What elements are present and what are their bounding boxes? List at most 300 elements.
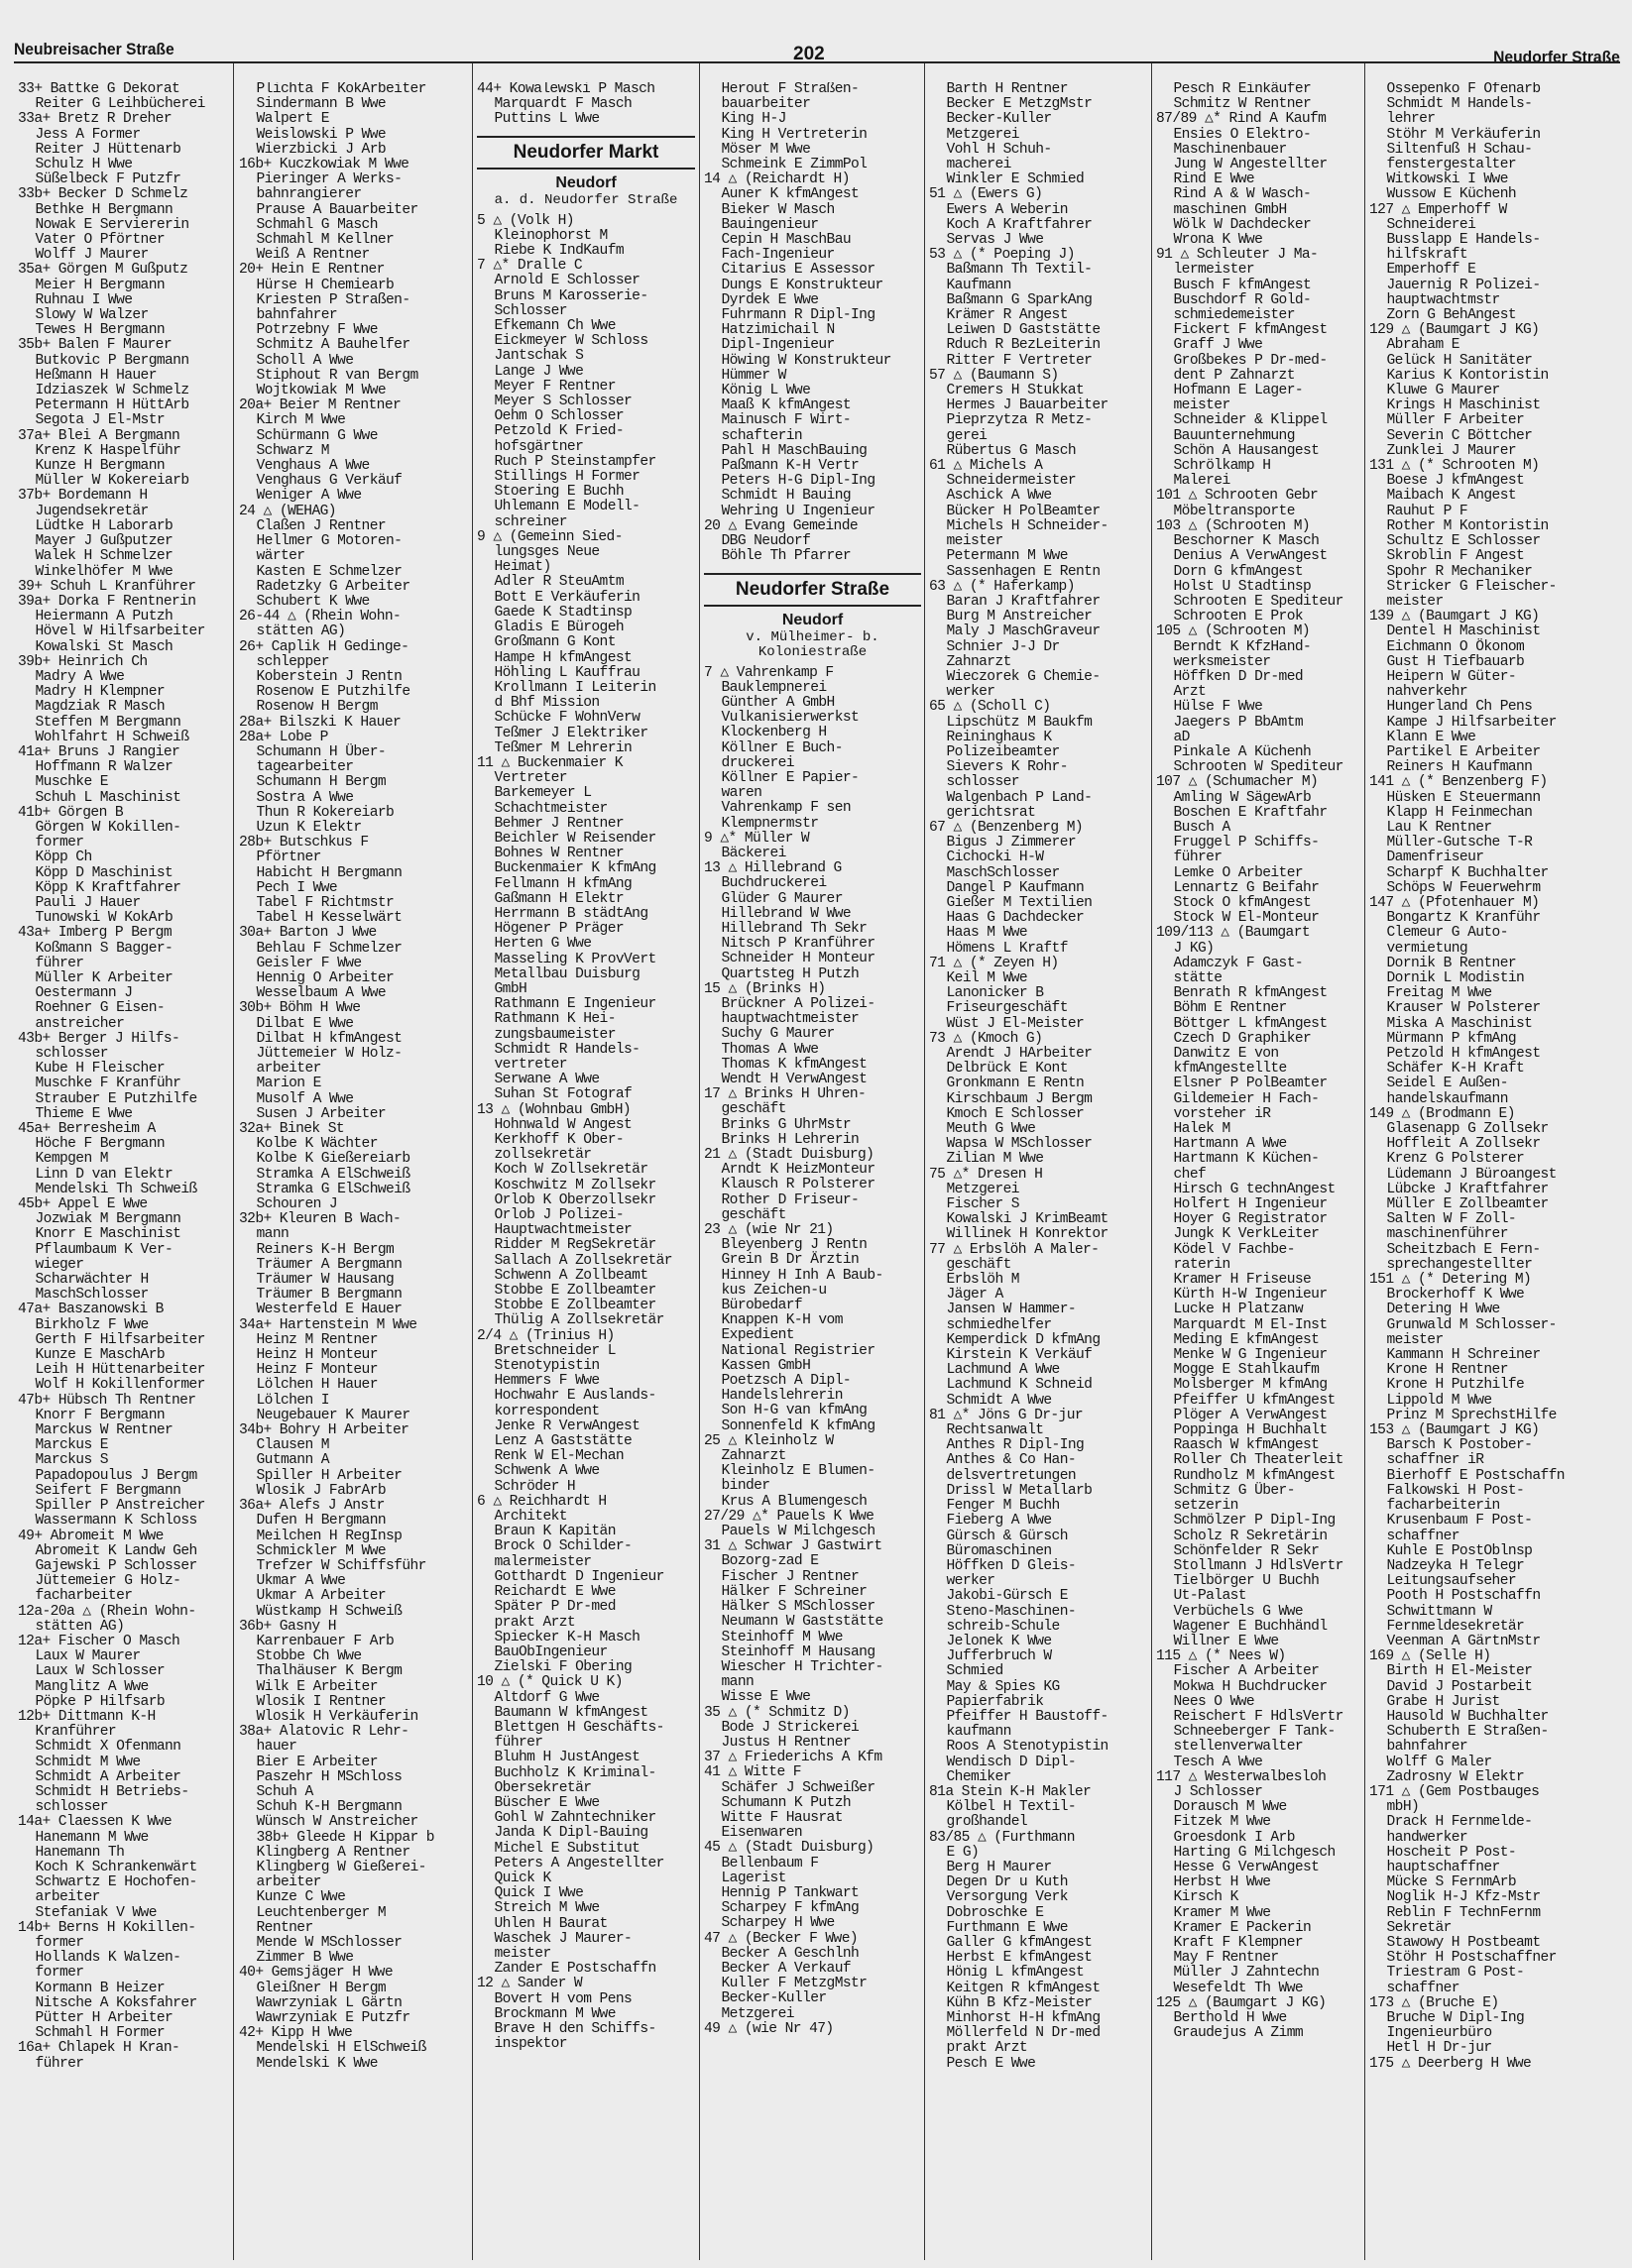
directory-entry: Falkowski H Post- <box>1386 1482 1525 1499</box>
house-number-entry: 13 △ Hillebrand G <box>704 860 842 877</box>
directory-entry: Brinks H Lehrerin <box>721 1131 860 1148</box>
directory-entry: Peters A Angestellter <box>494 1855 664 1871</box>
directory-entry: Manglitz A Wwe <box>35 1678 149 1695</box>
directory-entry: Klausch R Polsterer <box>721 1177 875 1193</box>
house-number-entry: 16b+ Kuczkowiak M Wwe <box>239 157 409 173</box>
directory-entry: Witkowski I Wwe <box>1386 171 1508 188</box>
directory-entry: Stock W El-Monteur <box>1173 910 1320 927</box>
directory-entry: zollsekretär <box>494 1147 592 1164</box>
directory-entry: Leuchtenberger M <box>256 1904 387 1921</box>
directory-entry: Westerfeld E Hauer <box>256 1302 403 1318</box>
directory-entry: Lucke H Platzanw <box>1173 1302 1304 1318</box>
directory-entry: Hoffmann R Walzer <box>35 759 174 776</box>
house-number-entry: 28b+ Butschkus F <box>239 835 369 851</box>
directory-entry: Schmidt M Wwe <box>35 1754 141 1770</box>
house-number-entry: 131 △ (* Schrooten M) <box>1369 458 1540 475</box>
directory-entry: J Schlosser <box>1173 1783 1263 1800</box>
directory-entry: Träumer B Bergmann <box>256 1287 403 1304</box>
directory-entry: Herout F Straßen- <box>721 82 860 97</box>
directory-entry: Busch A <box>1173 819 1230 836</box>
directory-entry: Hofmann E Lager- <box>1173 383 1304 399</box>
directory-entry: Wüst J El-Meister <box>946 1015 1085 1032</box>
directory-entry: Gießer M Textilien <box>946 894 1093 911</box>
directory-entry: Eickmeyer W Schloss <box>494 333 648 350</box>
directory-entry: former <box>35 1934 84 1951</box>
house-number-entry: 33+ Battke G Dekorat <box>18 82 180 97</box>
directory-entry: Gaede K Stadtinsp <box>494 604 633 621</box>
directory-entry: Pflaumbaum K Ver- <box>35 1241 174 1258</box>
directory-entry: Lübcke J Kraftfahrer <box>1386 1181 1549 1197</box>
house-number-entry: 141 △ (* Benzenberg F) <box>1369 774 1548 791</box>
directory-entry: Wawrzyniak L Gärtn <box>256 1994 403 2011</box>
directory-entry: kaufmann <box>946 1724 1011 1741</box>
directory-entry: Schrooten W Spediteur <box>1173 759 1343 776</box>
directory-entry: vertreter <box>494 1056 567 1073</box>
directory-entry: Handelslehrerin <box>721 1388 843 1405</box>
directory-entry: Nitsche A Koksfahrer <box>35 1994 197 2011</box>
directory-entry: Möbeltransporte <box>1173 503 1295 519</box>
directory-entry: Gildemeier H Fach- <box>1173 1090 1320 1107</box>
directory-entry: Höffken D Dr-med <box>1173 668 1304 685</box>
directory-entry: Lipschütz M Baukfm <box>946 714 1093 731</box>
directory-entry: Buchdruckerei <box>721 875 827 892</box>
directory-column-3 <box>477 82 695 2263</box>
house-number-entry: 14 △ (Reichardt H) <box>704 171 850 188</box>
directory-entry: Schmied <box>946 1663 1003 1680</box>
directory-entry: Böhm E Rentner <box>1173 1000 1287 1017</box>
directory-entry: Ensies O Elektro- <box>1173 126 1312 143</box>
directory-entry: Tabel F Richtmstr <box>256 894 395 911</box>
directory-entry: Später P Dr-med <box>494 1599 616 1616</box>
directory-entry: Marquardt F Masch <box>494 96 633 113</box>
house-number-entry: 23 △ (wie Nr 21) <box>704 1222 834 1239</box>
directory-entry: Bluhm H JustAngest <box>494 1750 641 1766</box>
directory-entry: Böhle Th Pfarrer <box>721 548 852 565</box>
directory-entry: Möser M Wwe <box>721 141 811 158</box>
directory-entry: Heimat) <box>494 559 551 576</box>
directory-entry: Hoffleit A Zollsekr <box>1386 1136 1541 1153</box>
directory-entry: Dufen H Bergmann <box>256 1513 387 1530</box>
directory-entry: Schwarz M <box>256 442 329 459</box>
directory-entry: Becker-Kuller <box>946 111 1052 128</box>
directory-entry: Citarius E Assessor <box>721 262 875 279</box>
directory-entry: Stenotypistin <box>494 1358 600 1375</box>
directory-entry: Meyer S Schlosser <box>494 394 633 410</box>
house-number-entry: 2/4 △ (Trinius H) <box>477 1327 615 1344</box>
directory-entry: Stiphout R van Bergm <box>256 367 418 384</box>
directory-entry: Claßen J Rentner <box>256 517 387 534</box>
directory-entry: Kassen GmbH <box>721 1357 811 1374</box>
directory-entry: Detering H Wwe <box>1386 1302 1500 1318</box>
directory-entry: nahverkehr <box>1386 684 1468 701</box>
directory-entry: gerichtsrat <box>946 804 1036 821</box>
directory-entry: Chemiker <box>946 1768 1011 1785</box>
directory-entry: Emperhoff E <box>1386 262 1476 279</box>
house-number-entry: 101 △ Schrooten Gebr <box>1156 488 1319 505</box>
directory-entry: Dilbat H kfmAngest <box>256 1030 403 1047</box>
directory-entry: stätten AG) <box>35 1618 125 1635</box>
directory-entry: Grabe H Jurist <box>1386 1693 1500 1710</box>
directory-entry: Mokwa H Buchdrucker <box>1173 1678 1328 1695</box>
directory-entry: Schnier J-J Dr <box>946 638 1060 655</box>
house-number-entry: 91 △ Schleuter J Ma- <box>1156 247 1319 264</box>
directory-entry: Zielski F Obering <box>494 1659 633 1676</box>
directory-entry: Sekretär <box>1386 1919 1452 1936</box>
directory-entry: Jufferbruch W <box>946 1648 1052 1665</box>
directory-entry: Brave H den Schiffs- <box>494 2020 656 2037</box>
directory-entry: Herbst H Wwe <box>1173 1874 1271 1891</box>
house-number-entry: 53 △ (* Poeping J) <box>929 247 1075 264</box>
directory-entry: Herbst E kfmAngest <box>946 1950 1093 1967</box>
directory-entry: Hampe H kfmAngest <box>494 649 633 666</box>
directory-entry: stätten AG) <box>256 624 346 640</box>
directory-entry: König L Wwe <box>721 383 811 399</box>
directory-entry: Jakobi-Gürsch E <box>946 1588 1068 1605</box>
directory-entry: Behmer J Rentner <box>494 815 625 832</box>
directory-entry: Hellmer G Motoren- <box>256 533 403 550</box>
directory-entry: malermeister <box>494 1553 592 1570</box>
house-number-entry: 44+ Kowalewski P Masch <box>477 82 655 97</box>
directory-entry: Walgenbach P Land- <box>946 789 1093 806</box>
directory-entry: former <box>35 835 84 851</box>
house-number-entry: 39a+ Dorka F Rentnerin <box>18 593 196 610</box>
directory-entry: Wölk W Dachdecker <box>1173 216 1312 233</box>
directory-entry: lehrer <box>1386 111 1436 128</box>
directory-entry: Furthmann E Wwe <box>946 1919 1068 1936</box>
directory-entry: Spiecker K-H Masch <box>494 1629 641 1645</box>
directory-entry: Lau K Rentner <box>1386 819 1492 836</box>
directory-entry: Riebe K IndKaufm <box>494 243 625 260</box>
directory-entry: Hanemann M Wwe <box>35 1829 149 1846</box>
directory-entry: Karius K Kontoristin <box>1386 367 1549 384</box>
section-district: Neudorf <box>555 173 617 191</box>
directory-entry: Reischert F HdlsVertr <box>1173 1708 1343 1725</box>
directory-entry: Lenz A Gaststätte <box>494 1433 633 1450</box>
directory-entry: Kühn B Kfz-Meister <box>946 1994 1093 2011</box>
directory-entry: Stöhr H Postschaffner <box>1386 1950 1557 1967</box>
directory-entry: Krus A Blumengesch <box>721 1493 868 1510</box>
page-header <box>14 18 1620 66</box>
directory-entry: Kirsch K <box>1173 1889 1238 1906</box>
directory-entry: Eisenwaren <box>721 1825 803 1842</box>
header-street-right: Neudorfer Straße <box>1493 48 1620 66</box>
directory-entry: Sievers K Rohr- <box>946 759 1068 776</box>
directory-entry: Beichler W Reisender <box>494 830 656 847</box>
directory-entry: meister <box>1386 1331 1444 1348</box>
directory-entry: Grunwald M Schlosser- <box>1386 1316 1557 1333</box>
directory-entry: Bohnes W Rentner <box>494 846 625 862</box>
directory-entry: Seidel E Außen- <box>1386 1076 1508 1092</box>
column-divider <box>1364 63 1365 2260</box>
directory-entry: hauer <box>256 1739 297 1756</box>
directory-entry: Bleyenberg J Rentn <box>721 1237 868 1254</box>
house-number-entry: 30b+ Böhm H Wwe <box>239 1000 361 1017</box>
directory-entry: Rosenow E Putzhilfe <box>256 684 410 701</box>
directory-entry: Schmahl M Kellner <box>256 232 395 249</box>
house-number-entry: 39b+ Heinrich Ch <box>18 653 148 670</box>
directory-entry: Skroblin F Angest <box>1386 548 1525 565</box>
directory-entry: Zahnarzt <box>946 653 1011 670</box>
directory-entry: Fenger M Buchh <box>946 1498 1060 1515</box>
directory-entry: Kürth H-W Ingenieur <box>1173 1287 1328 1304</box>
directory-entry: Adler R SteuAmtm <box>494 574 625 591</box>
house-number-entry: 139 △ (Baumgart J KG) <box>1369 609 1540 625</box>
directory-entry: Schmickler M Wwe <box>256 1542 387 1559</box>
directory-entry: Paszehr H MSchloss <box>256 1768 403 1785</box>
directory-entry: Reiners H Kaufmann <box>1386 759 1533 776</box>
directory-entry: Schmahl G Masch <box>256 216 378 233</box>
directory-entry: Kunze H Bergmann <box>35 458 166 475</box>
house-number-entry: 47b+ Hübsch Th Rentner <box>18 1392 196 1409</box>
directory-entry: Tesch A Wwe <box>1173 1754 1263 1770</box>
directory-entry: Karrenbauer F Arb <box>256 1633 395 1649</box>
house-number-entry: 81a Stein K-H Makler <box>929 1783 1092 1800</box>
directory-entry: Krollmann I Leiterin <box>494 679 656 696</box>
directory-entry: vorsteher iR <box>1173 1105 1271 1122</box>
directory-entry: Janda K Dipl-Bauing <box>494 1825 648 1842</box>
directory-entry: Pütter H Arbeiter <box>35 2010 174 2026</box>
directory-entry: meister <box>494 1945 551 1962</box>
house-number-entry: 36a+ Alefs J Anstr <box>239 1498 385 1515</box>
directory-entry: Architekt <box>494 1509 567 1526</box>
directory-entry: Mogge E Stahlkaufm <box>1173 1362 1320 1379</box>
house-number-entry: 33a+ Bretz R Dreher <box>18 111 172 128</box>
directory-entry: maschinenführer <box>1386 1226 1508 1243</box>
directory-entry: schlosser <box>35 1046 108 1062</box>
directory-entry: Zimmer B Wwe <box>256 1950 354 1967</box>
directory-entry: Schachtmeister <box>494 800 608 817</box>
directory-entry: Kempgen M <box>35 1151 108 1168</box>
directory-entry: Wüstkamp H Schweiß <box>256 1603 403 1620</box>
directory-entry: Ridder M RegSekretär <box>494 1237 656 1254</box>
directory-entry: Zorn G BehAngest <box>1386 307 1517 324</box>
house-number-entry: 63 △ (* Haferkamp) <box>929 578 1075 595</box>
directory-entry: schaffner iR <box>1386 1452 1484 1469</box>
directory-entry: Servas J Wwe <box>946 232 1044 249</box>
directory-entry: Reblin F TechnFernm <box>1386 1904 1541 1921</box>
house-number-entry: 12 △ Sander W <box>477 1976 583 1992</box>
directory-entry: Stollmann J HdlsVertr <box>1173 1557 1343 1574</box>
directory-entry: d Bhf Mission <box>494 695 600 712</box>
directory-entry: Roehner G Eisen- <box>35 1000 166 1017</box>
directory-entry: May & Spies KG <box>946 1678 1060 1695</box>
house-number-entry: 12b+ Dittmann K-H <box>18 1708 156 1725</box>
directory-entry: Rother M Kontoristin <box>1386 517 1549 534</box>
directory-entry: lermeister <box>1173 262 1255 279</box>
directory-entry: Heinz F Monteur <box>256 1362 378 1379</box>
directory-entry: Glasenapp G Zollsekr <box>1386 1121 1549 1138</box>
house-number-entry: 47a+ Baszanowski B <box>18 1302 164 1318</box>
directory-entry: Stramka A ElSchweiß <box>256 1166 410 1183</box>
directory-entry: Sassenhagen E Rentn <box>946 563 1101 580</box>
directory-entry: Lippold M Wwe <box>1386 1392 1492 1409</box>
directory-entry: Susen J Arbeiter <box>256 1105 387 1122</box>
directory-entry: Hochwahr E Auslands- <box>494 1388 656 1405</box>
directory-entry: Pinkale A Küchenh <box>1173 743 1312 760</box>
house-number-entry: 26-44 △ (Rhein Wohn- <box>239 609 402 625</box>
directory-entry: Hermes J Bauarbeiter <box>946 397 1108 414</box>
directory-entry: Versorgung Verk <box>946 1889 1068 1906</box>
house-number-entry: 129 △ (Baumgart J KG) <box>1369 322 1540 339</box>
directory-entry: Ossepenko F Ofenarb <box>1386 82 1541 97</box>
directory-entry: Buschdorf R Gold- <box>1173 291 1312 308</box>
directory-entry: Meding E kfmAngest <box>1173 1331 1320 1348</box>
directory-entry: Zander E Postschaffn <box>494 1961 656 1978</box>
house-number-entry: 37a+ Blei A Bergmann <box>18 427 180 444</box>
directory-entry: Clausen M <box>256 1437 329 1454</box>
directory-entry: E G) <box>946 1844 980 1861</box>
directory-entry: Schumann H Über- <box>256 743 387 760</box>
directory-entry: Thomas K kfmAngest <box>721 1056 868 1073</box>
directory-entry: Schmidt A Arbeiter <box>35 1768 181 1785</box>
directory-entry: Gajewski P Schlosser <box>35 1557 197 1574</box>
directory-entry: Laux W Schlosser <box>35 1663 166 1680</box>
house-number-entry: 20a+ Beier M Rentner <box>239 397 402 414</box>
directory-entry: Czech D Graphiker <box>1173 1030 1312 1047</box>
house-number-entry: 14b+ Berns H Kokillen- <box>18 1919 196 1936</box>
house-number-entry: 10 △ (* Quick U K) <box>477 1674 623 1691</box>
directory-entry: Nadzeyka H Telegr <box>1386 1557 1525 1574</box>
house-number-entry: 33b+ Becker D Schmelz <box>18 186 188 203</box>
directory-entry: Graudejus A Zimm <box>1173 2025 1304 2042</box>
directory-entry: Koschwitz M Zollsekr <box>494 1177 656 1193</box>
house-number-entry: 12a+ Fischer O Masch <box>18 1633 180 1649</box>
directory-entry: Dipl-Ingenieur <box>721 337 835 354</box>
directory-entry: Baran J Kraftfahrer <box>946 593 1101 610</box>
directory-entry: Brinks G UhrMstr <box>721 1116 852 1133</box>
house-number-entry: 127 △ Emperhoff W <box>1369 201 1507 218</box>
house-number-entry: 103 △ (Schrooten M) <box>1156 517 1311 534</box>
directory-entry: großhandel <box>946 1814 1028 1831</box>
section-extent: v. Mülheimer- b. <box>746 628 879 645</box>
directory-entry: Waschek J Maurer- <box>494 1930 633 1947</box>
directory-entry: Schmidt A Wwe <box>946 1392 1052 1409</box>
directory-entry: Arendt J HArbeiter <box>946 1046 1093 1062</box>
directory-entry: Lölchen I <box>256 1392 329 1409</box>
directory-entry: Kerkhoff K Ober- <box>494 1132 625 1148</box>
directory-entry: Arndt K HeizMonteur <box>721 1162 875 1179</box>
directory-entry: Kirch M Wwe <box>256 412 346 429</box>
directory-entry: gerei <box>946 427 988 444</box>
directory-entry: Schrooten E Spediteur <box>1173 593 1343 610</box>
house-number-entry: 9 △ (Gemeinn Sied- <box>477 528 623 545</box>
house-number-entry: 147 △ (Pfotenhauer M) <box>1369 894 1540 911</box>
directory-entry: Wieczorek G Chemie- <box>946 668 1101 685</box>
directory-entry: Ködel V Fachbe- <box>1173 1241 1295 1258</box>
directory-entry: Bovert H vom Pens <box>494 1990 633 2007</box>
directory-entry: Partikel E Arbeiter <box>1386 743 1541 760</box>
directory-entry: Heßmann H Hauer <box>35 367 157 384</box>
directory-entry: Vahrenkamp F sen <box>721 800 852 817</box>
directory-entry: Magdziak R Masch <box>35 699 166 716</box>
directory-entry: Streich M Wwe <box>494 1900 600 1917</box>
directory-entry: Miska A Maschinist <box>1386 1015 1533 1032</box>
directory-entry: Dungs E Konstrukteur <box>721 277 883 293</box>
directory-entry: Segota J El-Mstr <box>35 412 166 429</box>
directory-entry: Sostra A Wwe <box>256 789 354 806</box>
directory-entry: Behlau F Schmelzer <box>256 940 403 957</box>
house-number-entry: 16a+ Chlapek H Kran- <box>18 2040 180 2057</box>
directory-entry: Gladis E Bürogeh <box>494 620 625 636</box>
directory-entry: Dornik L Modistin <box>1386 969 1525 986</box>
directory-entry: Rind E Wwe <box>1173 171 1255 188</box>
directory-entry: Geisler F Wwe <box>256 955 362 971</box>
directory-entry: Leiwen D Gaststätte <box>946 322 1101 339</box>
directory-entry: Hollands K Walzen- <box>35 1950 181 1967</box>
directory-entry: Schwittmann W <box>1386 1603 1492 1620</box>
directory-entry: Busslapp E Handels- <box>1386 232 1541 249</box>
directory-entry: Jantschak S <box>494 348 584 365</box>
house-number-entry: 21 △ (Stadt Duisburg) <box>704 1147 874 1163</box>
directory-entry: Stillings H Former <box>494 469 641 486</box>
directory-entry: Vulkanisierwerkst <box>721 710 860 727</box>
directory-entry: Schücke F WohnVerw <box>494 710 641 727</box>
directory-entry: Zahnarzt <box>721 1448 786 1465</box>
directory-entry: Weniger A Wwe <box>256 488 362 505</box>
column-divider <box>699 63 700 2260</box>
directory-entry: Schwenk A Wwe <box>494 1463 600 1480</box>
directory-entry: Schuberth E Straßen- <box>1386 1724 1549 1741</box>
directory-entry: Groesdonk I Arb <box>1173 1829 1295 1846</box>
directory-entry: Vohl H Schuh- <box>946 141 1052 158</box>
directory-entry: Denius A VerwAngest <box>1173 548 1328 565</box>
directory-entry: Hälker S MSchlosser <box>721 1599 875 1616</box>
house-number-entry: 75 △* Dresen H <box>929 1166 1043 1183</box>
directory-entry: Pesch E Wwe <box>946 2055 1036 2072</box>
house-number-entry: 24 △ (WEHAG) <box>239 503 336 519</box>
directory-entry: Scheitzbach E Fern- <box>1386 1241 1541 1258</box>
directory-entry: Suchy G Maurer <box>721 1026 835 1043</box>
directory-entry: Wolff J Maurer <box>35 247 149 264</box>
directory-entry: Scharpey H Wwe <box>721 1915 835 1932</box>
directory-entry: binder <box>721 1478 770 1495</box>
directory-entry: Großmann G Kont <box>494 634 616 651</box>
house-number-entry: 34b+ Bohry H Arbeiter <box>239 1422 409 1439</box>
directory-entry: Klockenberg H <box>721 725 827 741</box>
directory-entry: Schmahl H Former <box>35 2025 166 2042</box>
directory-entry: macherei <box>946 157 1011 173</box>
directory-entry: Schubert K Wwe <box>256 593 370 610</box>
directory-entry: Jäger A <box>946 1287 1003 1304</box>
house-number-entry: 43a+ Imberg P Bergm <box>18 925 172 942</box>
directory-entry: Metallbau Duisburg <box>494 965 641 982</box>
directory-entry: Petzold K Fried- <box>494 423 625 440</box>
directory-entry: Marckus E <box>35 1437 108 1454</box>
section-extent: Koloniestraße <box>758 643 868 660</box>
directory-entry: Lüdemann J Büroangest <box>1386 1166 1557 1183</box>
directory-entry: Sonnenfeld K kfmAng <box>721 1418 875 1434</box>
directory-entry: Obersekretär <box>494 1779 592 1796</box>
directory-entry: David J Postarbeit <box>1386 1678 1533 1695</box>
directory-entry: Jungk K VerkLeiter <box>1173 1226 1320 1243</box>
directory-entry: Friseurgeschäft <box>946 1000 1068 1017</box>
directory-entry: Fruggel P Schiffs- <box>1173 835 1320 851</box>
directory-entry: hilfskraft <box>1386 247 1468 264</box>
house-number-entry: 32b+ Kleuren B Wach- <box>239 1211 402 1228</box>
directory-entry: führer <box>35 955 84 971</box>
house-number-entry: 38a+ Alatovic R Lehr- <box>239 1724 409 1741</box>
directory-entry: Köllner E Buch- <box>721 739 843 756</box>
directory-entry: Lagerist <box>721 1870 786 1886</box>
directory-entry: Jugendsekretär <box>35 503 149 519</box>
directory-entry: Wagener E Buchhändl <box>1173 1618 1328 1635</box>
column-divider <box>924 63 925 2260</box>
directory-entry: Suhan St Fotograf <box>494 1086 633 1103</box>
directory-entry: Kranführer <box>35 1724 117 1741</box>
directory-entry: Noglik H-J Kfz-Mstr <box>1386 1889 1541 1906</box>
directory-entry: Fischer J Rentner <box>721 1568 860 1585</box>
directory-entry: Köllner E Papier- <box>721 769 860 786</box>
